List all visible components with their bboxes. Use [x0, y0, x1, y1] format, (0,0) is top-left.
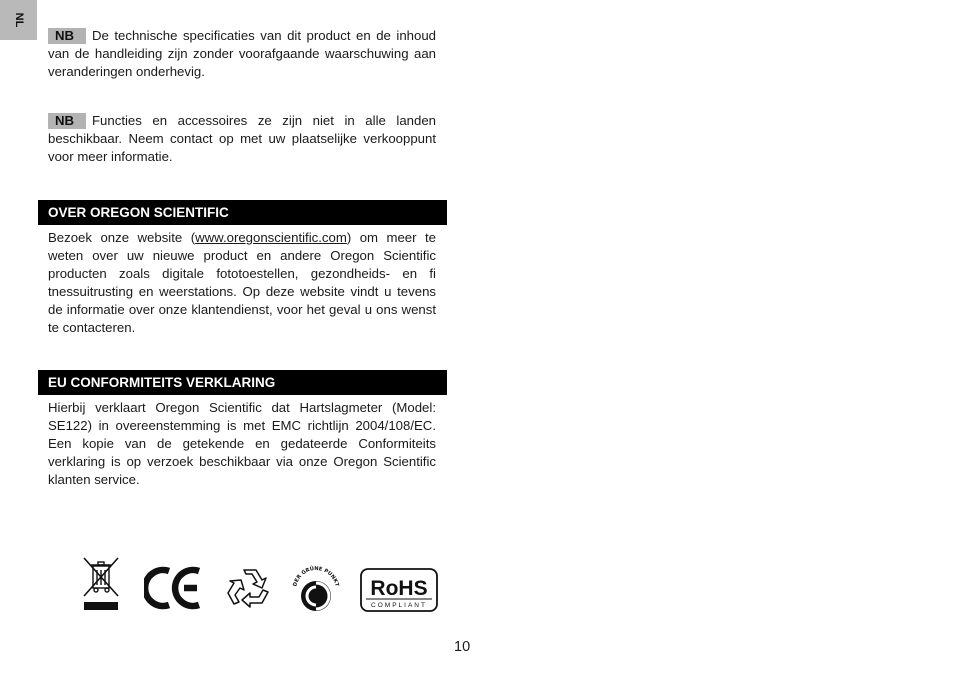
green-dot-label: DER GRÜNE PUNKT — [292, 565, 340, 588]
note-availability — [48, 112, 436, 166]
conformity-text: Hierbij verklaart Oregon Scientific dat Hartslagmeter (Model: SE122) in overeenstemming is met EMC richtlijn 2004/108/EC. Een kopie van de getekende en gedateerde Conformiteits verklaring is op verzoek beschikbaar via onze Oregon Scientific klanten service. — [48, 400, 436, 487]
rohs-compliant-icon — [360, 568, 438, 612]
nb-badge: NB — [48, 113, 86, 129]
nb-badge: NB — [48, 28, 86, 44]
recycle-icon — [226, 566, 274, 612]
note-availability-text: Functies en accessoires ze zijn niet in alle landen beschikbaar. Neem contact op met uw plaatselijke verkooppunt voor meer informatie. — [48, 113, 436, 164]
about-text-before: Bezoek onze website ( — [48, 230, 196, 245]
section-heading-conformity: EU CONFORMITEITS VERKLARING — [38, 370, 447, 395]
crossed-bin-icon — [80, 556, 122, 612]
rohs-sub-label: COMPLIANT — [371, 602, 427, 609]
note-specifications — [48, 27, 436, 81]
section-heading-about: OVER OREGON SCIENTIFIC — [38, 200, 447, 225]
language-tab — [0, 0, 37, 40]
language-tab-label: NL — [12, 12, 25, 28]
green-dot-icon — [290, 564, 342, 614]
page-number: 10 — [454, 639, 471, 655]
about-text-after: ) om meer te weten over uw nieuwe product en andere Oregon Scientific producten zoals digitale fototoestellen, gezondheids- en fi tnessuitrusting en weerstations. Op deze website vindt u tevens de informatie over onze klantendienst, voor het geval u ons wenst te contacteren. — [48, 230, 436, 335]
rohs-label: RoHS — [370, 577, 428, 600]
note-specifications-text: De technische specificaties van dit product en de inhoud van de handleiding zijn zonder voorafgaande waarschuwing aan veranderingen onderhevig. — [48, 28, 436, 79]
about-paragraph — [48, 229, 436, 337]
ce-mark-icon — [144, 566, 204, 610]
conformity-paragraph — [48, 399, 436, 489]
website-link[interactable]: www.oregonscientific.com — [195, 230, 347, 245]
